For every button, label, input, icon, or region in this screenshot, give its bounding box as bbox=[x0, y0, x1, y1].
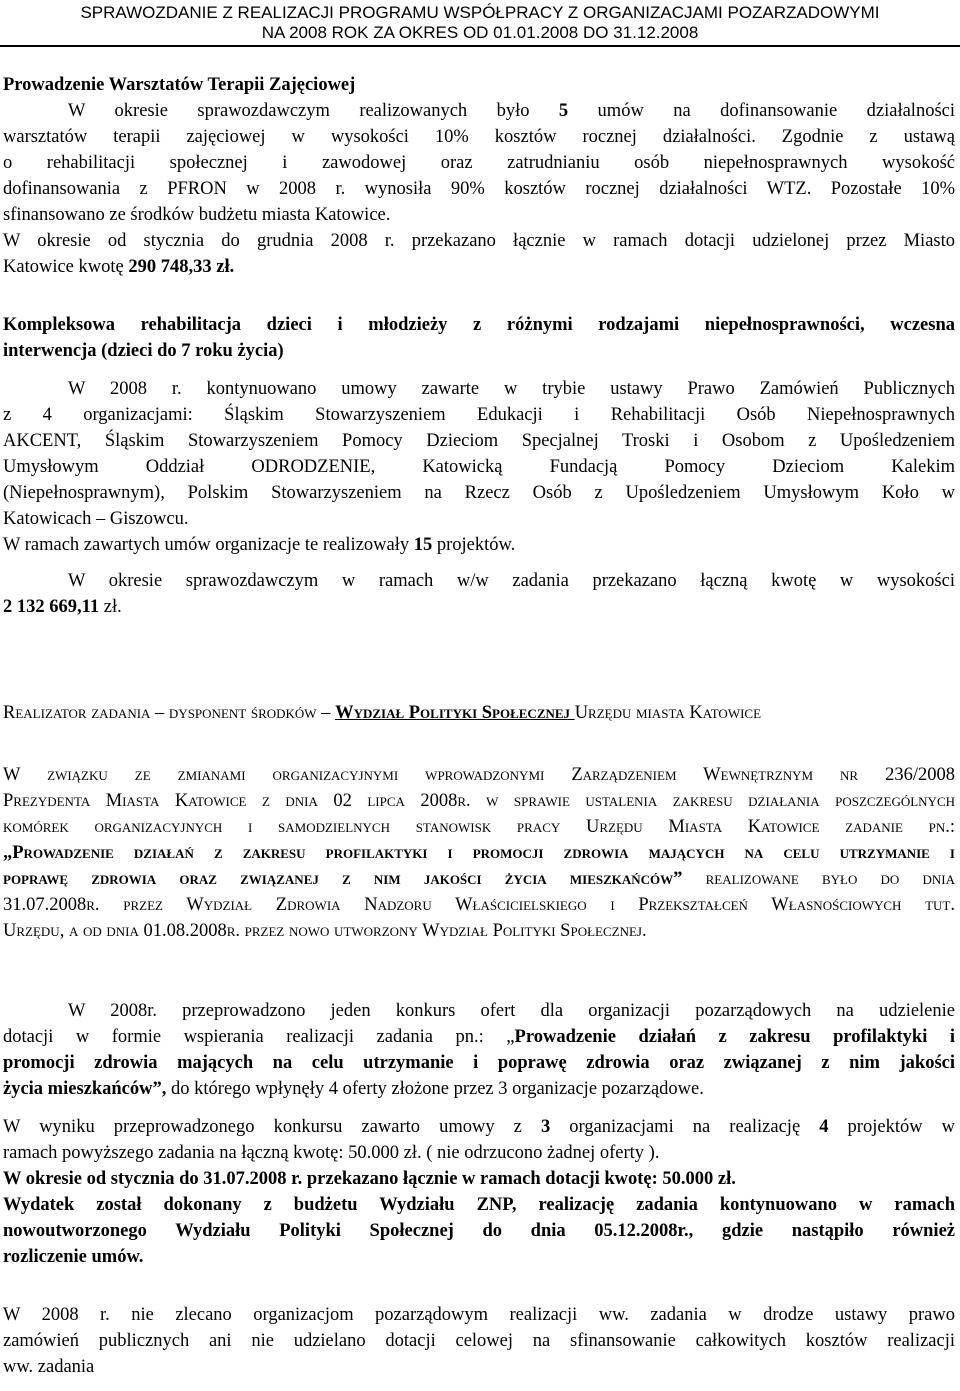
paragraph-line: ww. zadania bbox=[3, 1357, 95, 1377]
paragraph-line: W ramach zawartych umów organizacje te realizowały 15 projektów. bbox=[3, 535, 516, 555]
paragraph-line: Wydatek został dokonany z budżetu Wydziału ZNP, realizację zadania kontynuowano w ramach bbox=[3, 1195, 955, 1215]
paragraph-line: W 2008 r. nie zlecano organizacjom pozarządowym realizacji ww. zadania w drodze ustawy prawo bbox=[3, 1305, 955, 1325]
paragraph-line: sfinansowano ze środków budżetu miasta Katowice. bbox=[3, 205, 391, 225]
paragraph-line: 2 132 669,11 zł. bbox=[3, 597, 122, 617]
header-divider bbox=[0, 45, 960, 47]
section-heading-rehabilitation-cont: interwencja (dzieci do 7 roku życia) bbox=[3, 341, 284, 361]
paragraph-line: W związku ze zmianami organizacyjnymi wprowadzonymi Zarządzeniem Wewnętrznym nr 236/2008 bbox=[3, 765, 955, 785]
paragraph-line: W okresie od stycznia do grudnia 2008 r. przekazano łącznie w ramach dotacji udzielonej przez Miasto bbox=[3, 231, 955, 251]
paragraph-line: W okresie sprawozdawczym realizowanych było 5 umów na dofinansowanie działalności bbox=[68, 101, 955, 121]
paragraph-line: AKCENT, Śląskim Stowarzyszeniem Pomocy Dzieciom Specjalnej Troski i Osobom z Upośledzeniem bbox=[3, 431, 955, 451]
paragraph-line: komórek organizacyjnych i samodzielnych stanowisk pracy Urzędu Miasta Katowice zadanie pn.: bbox=[3, 817, 955, 837]
paragraph-line: Katowice kwotę 290 748,33 zł. bbox=[3, 257, 235, 277]
paragraph-line: Prezydenta Miasta Katowice z dnia 02 lipca 2008r. w sprawie ustalenia zakresu działania poszczególnych bbox=[3, 791, 955, 811]
paragraph-line: z 4 organizacjami: Śląskim Stowarzyszeniem Edukacji i Rehabilitacji Osób Niepełnosprawnych bbox=[3, 405, 955, 425]
report-header-line-1: SPRAWOZDANIE Z REALIZACJI PROGRAMU WSPÓŁPRACY Z ORGANIZACJAMI POZARZADOWYMI bbox=[80, 3, 880, 22]
paragraph-line: nowoutworzonego Wydziału Polityki Społecznej do dnia 05.12.2008r., gdzie nastąpiło również bbox=[3, 1221, 955, 1241]
realizator-line: Realizator zadania – dysponent środków – Wydział Polityki Społecznej Urzędu miasta Katowice bbox=[3, 703, 762, 723]
department-name: Wydział Polityki Społecznej bbox=[335, 703, 575, 723]
paragraph-line: Katowicach – Giszowcu. bbox=[3, 509, 189, 529]
paragraph-line: W wyniku przeprowadzonego konkursu zawarto umowy z 3 organizacjami na realizację 4 projektów w bbox=[3, 1117, 955, 1137]
paragraph-line: W 2008 r. kontynuowano umowy zawarte w trybie ustawy Prawo Zamówień Publicznych bbox=[68, 379, 955, 399]
paragraph-line: W 2008r. przeprowadzono jeden konkurs ofert dla organizacji pozarządowych na udzielenie bbox=[68, 1001, 955, 1021]
paragraph-line: warsztatów terapii zajęciowej w wysokości 10% kosztów rocznej działalności. Zgodnie z ustawą bbox=[3, 127, 955, 147]
report-header-line-2: NA 2008 ROK ZA OKRES OD 01.01.2008 DO 31.12.2008 bbox=[261, 23, 699, 42]
paragraph-line: W okresie sprawozdawczym w ramach w/w zadania przekazano łączną kwotę w wysokości bbox=[68, 571, 955, 591]
paragraph-line: Urzędu, a od dnia 01.08.2008r. przez nowo utworzony Wydział Polityki Społecznej. bbox=[3, 921, 647, 941]
paragraph-line: dofinansowania z PFRON w 2008 r. wynosiła 90% kosztów rocznej działalności WTZ. Pozostałe 10% bbox=[3, 179, 955, 199]
paragraph-line: Umysłowym Oddział ODRODZENIE, Katowicką Fundacją Pomocy Dzieciom Kalekim bbox=[3, 457, 955, 477]
paragraph-line: 31.07.2008r. przez Wydział Zdrowia Nadzoru Właścicielskiego i Przekształceń Własnościowych tut. bbox=[3, 895, 955, 915]
paragraph-line: o rehabilitacji społecznej i zawodowej oraz zatrudnianiu osób niepełnosprawnych wysokość bbox=[3, 153, 955, 173]
task-title-line: „Prowadzenie działań z zakresu profilaktyki i promocji zdrowia mających na celu utrzymanie i bbox=[3, 843, 955, 863]
paragraph-line: ramach powyższego zadania na łączną kwotę: 50.000 zł. ( nie odrzucono żadnej oferty ). bbox=[3, 1143, 660, 1163]
paragraph-line: promocji zdrowia mających na celu utrzymanie i poprawę zdrowia oraz związanej z nim jakości bbox=[3, 1053, 955, 1073]
paragraph-line: W okresie od stycznia do 31.07.2008 r. przekazano łącznie w ramach dotacji kwotę: 50.000 zł. bbox=[3, 1169, 736, 1189]
section-heading-wtz: Prowadzenie Warsztatów Terapii Zajęciowej bbox=[3, 75, 356, 95]
section-heading-rehabilitation: Kompleksowa rehabilitacja dzieci i młodzieży z różnymi rodzajami niepełnosprawności, wczesna bbox=[3, 315, 955, 335]
paragraph-line: rozliczenie umów. bbox=[3, 1247, 144, 1267]
paragraph-line: poprawę zdrowia oraz związanej z nim jakości życia mieszkańców” realizowane było do dnia bbox=[3, 869, 955, 889]
paragraph-line: dotacji w formie wspierania realizacji zadania pn.: „Prowadzenie działań z zakresu profilaktyki i bbox=[3, 1027, 955, 1047]
paragraph-line: życia mieszkańców”, do którego wpłynęły 4 oferty złożone przez 3 organizacje pozarządowe. bbox=[3, 1079, 704, 1099]
paragraph-line: (Niepełnosprawnym), Polskim Stowarzyszeniem na Rzecz Osób z Upośledzeniem Umysłowym Koło w bbox=[3, 483, 955, 503]
paragraph-line: zamówień publicznych ani nie udzielano dotacji celowej na sfinansowanie całkowitych kosztów realizacji bbox=[3, 1331, 955, 1351]
